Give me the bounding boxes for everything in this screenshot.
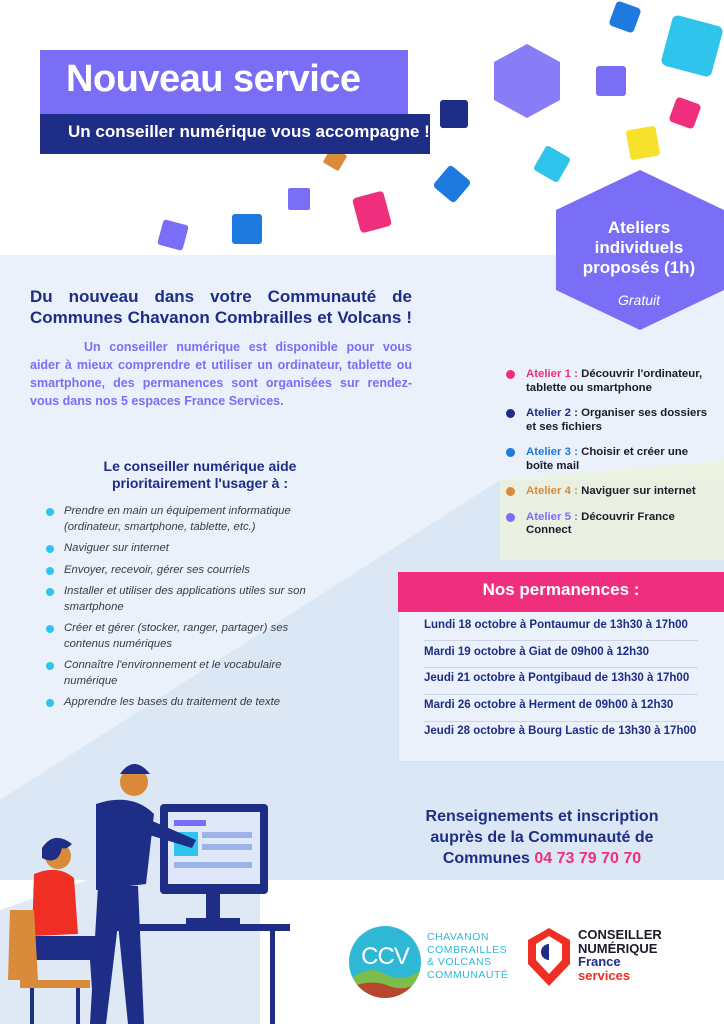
intro-text: Un conseiller numérique est disponible pour vous aider à mieux comprendre et utiliser un ordinateur, tablette ou smartphone, des permanences sont organisées sur rendez-vous dans nos 5 espaces France Services. xyxy=(30,340,412,408)
bullet-icon xyxy=(506,370,515,379)
bullet-icon xyxy=(46,588,54,596)
atelier-item-2: Atelier 2 : Organiser ses dossiers et ses fichiers xyxy=(506,407,716,434)
hexagon-subtitle: Gratuit xyxy=(617,292,660,308)
bullet-icon xyxy=(46,625,54,633)
permanences-list xyxy=(424,618,724,751)
page-subtitle: Un conseiller numérique vous accompagne ! xyxy=(68,122,430,141)
ccv-logo-mark xyxy=(349,926,421,998)
list-item: Naviguer sur internet xyxy=(46,541,336,557)
list-item: Connaître l'environnement et le vocabulaire numérique xyxy=(46,658,336,689)
atelier-item-5: Atelier 5 : Découvrir France Connect xyxy=(506,511,716,538)
bullet-icon xyxy=(46,508,54,516)
list-item: Jeudi 21 octobre à Pontgibaud de 13h30 à 17h00 xyxy=(424,672,690,685)
list-item: Mardi 26 octobre à Herment de 09h00 à 12h30 xyxy=(424,698,674,711)
phone-number[interactable]: 04 73 79 70 70 xyxy=(534,850,642,867)
list-item: Mardi 19 octobre à Giat de 09h00 à 12h30 xyxy=(424,645,649,658)
svg-text:CCV: CCV xyxy=(361,943,409,970)
bullet-icon xyxy=(46,662,54,670)
atelier-item-4: Atelier 4 : Naviguer sur internet xyxy=(506,485,716,499)
page-title: Nouveau service xyxy=(66,58,361,100)
bullet-icon xyxy=(506,513,515,522)
permanences-title: Nos permanences : xyxy=(482,580,640,599)
divider xyxy=(424,667,698,668)
ccv-logo-text: CHAVANON COMBRAILLES & VOLCANS COMMUNAUTÉ xyxy=(427,931,509,981)
divider xyxy=(424,694,698,695)
ateliers-list xyxy=(506,368,716,550)
list-item: Apprendre les bases du traitement de texte xyxy=(46,695,336,711)
ccv-logo xyxy=(349,926,421,998)
list-item: Prendre en main un équipement informatique (ordinateur, smartphone, tablette, etc.) xyxy=(46,504,336,535)
bullet-icon xyxy=(46,567,54,575)
intro-title: Du nouveau dans votre Communauté de Communes Chavanon Combrailles et Volcans ! xyxy=(30,287,412,327)
renseignements-text: Renseignements et inscription auprès de la Communauté de Communes 04 73 79 70 70 xyxy=(425,808,659,867)
bullet-icon xyxy=(506,409,515,418)
bullet-icon xyxy=(506,487,515,496)
list-item: Lundi 18 octobre à Pontaumur de 13h30 à 17h00 xyxy=(424,619,688,631)
divider xyxy=(424,640,698,641)
list-item: Installer et utiliser des applications utiles sur son smartphone xyxy=(46,584,336,615)
bullet-icon xyxy=(46,545,54,553)
bullet-icon xyxy=(46,699,54,707)
conseiller-numerique-logo-icon xyxy=(528,928,570,986)
hexagon-title: Ateliers individuels proposés (1h) xyxy=(582,218,696,277)
atelier-item-3: Atelier 3 : Choisir et créer une boîte mail xyxy=(506,446,716,473)
aide-list xyxy=(46,504,336,717)
list-item: Envoyer, recevoir, gérer ses courriels xyxy=(46,563,336,579)
illustration-people-computer xyxy=(0,760,300,1024)
conseiller-numerique-logo-text: CONSEILLER NUMÉRIQUE France services xyxy=(578,927,662,983)
aide-title: Le conseiller numérique aide prioritairement l'usager à : xyxy=(103,458,297,491)
atelier-item-1: Atelier 1 : Découvrir l'ordinateur, tablette ou smartphone xyxy=(506,368,716,395)
divider xyxy=(424,721,698,722)
bullet-icon xyxy=(506,448,515,457)
list-item: Créer et gérer (stocker, ranger, partager) ses contenus numériques xyxy=(46,621,336,652)
list-item: Jeudi 28 octobre à Bourg Lastic de 13h30 à 17h00 xyxy=(424,725,697,738)
